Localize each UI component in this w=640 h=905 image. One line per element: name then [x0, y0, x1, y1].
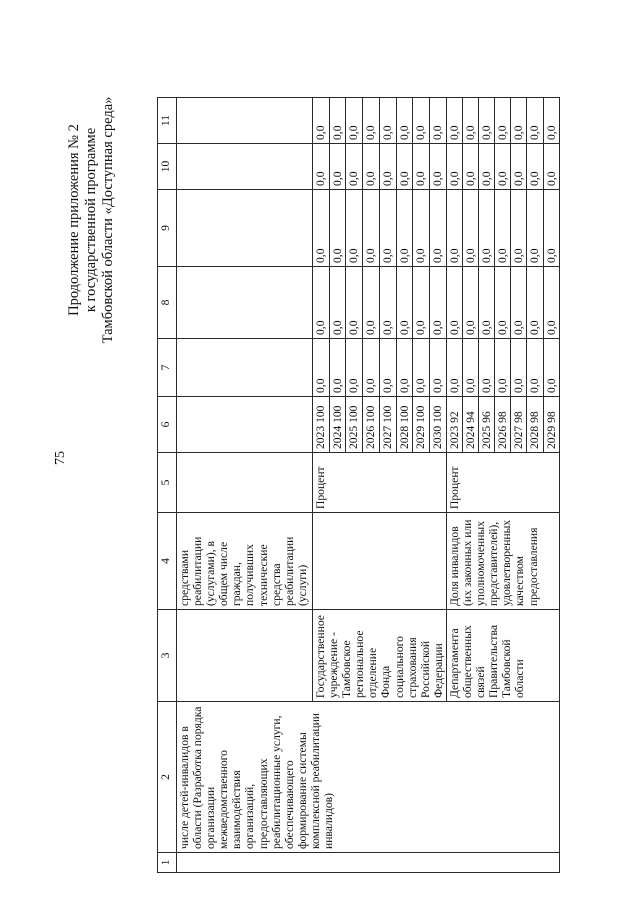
year: 2025	[347, 425, 361, 449]
column-number: 1	[158, 853, 177, 873]
value-cell: 0,0	[543, 144, 559, 190]
year: 2024	[464, 425, 478, 449]
value-cell: 0,0	[511, 267, 527, 339]
year: 2025	[480, 425, 494, 449]
target-value: 100	[314, 405, 327, 423]
blank-cell	[177, 98, 313, 144]
value-cell: 0,0	[379, 339, 396, 397]
year-target-cell	[463, 397, 479, 453]
column-number: 5	[158, 453, 177, 513]
indicator-cell	[313, 513, 447, 610]
value-cell: 0,0	[511, 98, 527, 144]
value-cell: 0,0	[363, 98, 380, 144]
target-value: 100	[364, 405, 378, 423]
value-cell: 0,0	[446, 98, 462, 144]
value-cell: 0,0	[396, 98, 413, 144]
appendix-heading	[66, 55, 117, 385]
value-cell: 0,0	[329, 267, 346, 339]
unit-cell: Процент	[446, 453, 559, 513]
year-target-cell	[446, 397, 462, 453]
value-cell: 0,0	[313, 190, 330, 267]
value-cell: 0,0	[396, 267, 413, 339]
year-target-cell	[396, 397, 413, 453]
value-cell: 0,0	[430, 144, 447, 190]
value-cell: 0,0	[413, 339, 430, 397]
year: 2028	[397, 425, 411, 449]
year: 2030	[431, 425, 445, 449]
value-cell: 0,0	[430, 98, 447, 144]
appendix-line-3: Тамбовской области «Доступная среда»	[100, 96, 116, 344]
year-target-cell	[413, 397, 430, 453]
target-value: 100	[431, 405, 445, 423]
value-cell: 0,0	[413, 267, 430, 339]
year-target-cell	[379, 397, 396, 453]
column-number: 6	[158, 397, 177, 453]
value-cell: 0,0	[543, 339, 559, 397]
target-value: 98	[512, 411, 526, 423]
target-value: 98	[544, 411, 558, 423]
continuation-row	[177, 98, 313, 873]
value-cell: 0,0	[396, 339, 413, 397]
value-cell: 0,0	[463, 98, 479, 144]
target-value: 94	[464, 411, 478, 423]
target-value: 92	[447, 411, 461, 423]
value-cell: 0,0	[346, 267, 363, 339]
value-cell: 0,0	[379, 267, 396, 339]
value-cell: 0,0	[463, 190, 479, 267]
value-cell: 0,0	[495, 144, 511, 190]
value-cell: 0,0	[313, 267, 330, 339]
value-cell: 0,0	[495, 267, 511, 339]
value-cell: 0,0	[346, 339, 363, 397]
page-number: 75	[53, 451, 68, 465]
value-cell: 0,0	[413, 190, 430, 267]
value-cell: 0,0	[396, 190, 413, 267]
value-cell: 0,0	[495, 339, 511, 397]
year-target-cell	[511, 397, 527, 453]
value-cell: 0,0	[379, 98, 396, 144]
value-cell: 0,0	[511, 339, 527, 397]
blank-cell	[177, 190, 313, 267]
year: 2027	[512, 425, 526, 449]
value-cell: 0,0	[363, 190, 380, 267]
indicator-cell: Доля инвалидов (их законных или уполномоченных представителей), удовлетворенных качеством предоставления	[446, 513, 559, 610]
value-cell: 0,0	[379, 190, 396, 267]
column-number-row	[158, 98, 177, 873]
value-cell: 0,0	[363, 144, 380, 190]
value-cell: 0,0	[495, 98, 511, 144]
continued-indicator: средствами реабилитации (услугами), в общем числе граждан, получивших технические средства реабилитации (услуги)	[177, 513, 313, 610]
column-number: 3	[158, 610, 177, 702]
blank-cell	[177, 397, 313, 453]
value-cell: 0,0	[430, 190, 447, 267]
year: 2026	[364, 425, 378, 449]
value-cell: 0,0	[479, 267, 495, 339]
year-target-cell	[346, 397, 363, 453]
value-cell: 0,0	[329, 339, 346, 397]
value-cell: 0,0	[527, 190, 543, 267]
value-cell: 0,0	[543, 190, 559, 267]
value-cell: 0,0	[396, 144, 413, 190]
year-target-cell	[543, 397, 559, 453]
value-cell: 0,0	[527, 339, 543, 397]
year-target-cell	[430, 397, 447, 453]
value-cell: 0,0	[313, 98, 330, 144]
blank-cell	[177, 339, 313, 397]
target-value: 98	[496, 411, 510, 423]
value-cell: 0,0	[511, 144, 527, 190]
value-cell: 0,0	[446, 339, 462, 397]
value-cell: 0,0	[511, 190, 527, 267]
year-target-cell	[479, 397, 495, 453]
value-cell: 0,0	[527, 267, 543, 339]
value-cell: 0,0	[329, 190, 346, 267]
year: 2027	[380, 425, 394, 449]
column-number: 7	[158, 339, 177, 397]
column-number: 4	[158, 513, 177, 610]
target-value: 100	[414, 405, 428, 423]
year: 2024	[330, 425, 344, 449]
value-cell: 0,0	[413, 144, 430, 190]
blank-cell	[177, 144, 313, 190]
value-cell: 0,0	[346, 144, 363, 190]
value-cell: 0,0	[346, 190, 363, 267]
measure-description: числе детей-инвалидов в области (Разработка порядка организации межведомственного взаимодействия организаций, предоставляющих реабилитационные услуги, обеспечивающего формирование системы комплексной реабилитации инвалидов)	[177, 702, 560, 853]
column-number: 2	[158, 702, 177, 853]
value-cell: 0,0	[446, 267, 462, 339]
value-cell: 0,0	[430, 267, 447, 339]
appendix-line-1: Продолжение приложения № 2	[66, 124, 82, 316]
value-cell: 0,0	[363, 267, 380, 339]
executor-cell: Департамента общественных связей Правительства Тамбовской области	[446, 610, 559, 702]
column-number: 8	[158, 267, 177, 339]
year: 2029	[414, 425, 428, 449]
year: 2023	[314, 425, 327, 449]
target-value: 100	[380, 405, 394, 423]
column-number: 10	[158, 144, 177, 190]
value-cell: 0,0	[346, 98, 363, 144]
value-cell: 0,0	[329, 144, 346, 190]
year-target-cell	[363, 397, 380, 453]
value-cell: 0,0	[463, 144, 479, 190]
year: 2029	[544, 425, 558, 449]
executor-cell: Государственное учреждение - Тамбовское региональное отделение Фонда социального страхования Российской Федерации	[313, 610, 447, 702]
year-target-cell	[495, 397, 511, 453]
continued-executor-cell	[177, 610, 313, 702]
value-cell: 0,0	[313, 144, 330, 190]
value-cell: 0,0	[479, 98, 495, 144]
value-cell: 0,0	[479, 339, 495, 397]
target-value: 96	[480, 411, 494, 423]
value-cell: 0,0	[543, 267, 559, 339]
value-cell: 0,0	[329, 98, 346, 144]
value-cell: 0,0	[379, 144, 396, 190]
value-cell: 0,0	[479, 190, 495, 267]
value-cell: 0,0	[527, 144, 543, 190]
year-target-cell	[527, 397, 543, 453]
blank-cell	[177, 453, 313, 513]
value-cell: 0,0	[543, 98, 559, 144]
target-value: 100	[397, 405, 411, 423]
target-value: 100	[330, 405, 344, 423]
value-cell: 0,0	[463, 339, 479, 397]
value-cell: 0,0	[527, 98, 543, 144]
value-cell: 0,0	[413, 98, 430, 144]
value-cell: 0,0	[446, 190, 462, 267]
year: 2023	[447, 425, 461, 449]
value-cell: 0,0	[313, 339, 330, 397]
row-number-cell	[177, 853, 560, 873]
value-cell: 0,0	[430, 339, 447, 397]
value-cell: 0,0	[463, 267, 479, 339]
appendix-line-2: к государственной программе	[83, 127, 99, 313]
target-value: 98	[528, 411, 542, 423]
year: 2028	[528, 425, 542, 449]
column-number: 11	[158, 98, 177, 144]
year: 2026	[496, 425, 510, 449]
value-cell: 0,0	[363, 339, 380, 397]
year-target-cell	[313, 397, 330, 453]
value-cell: 0,0	[479, 144, 495, 190]
value-cell: 0,0	[446, 144, 462, 190]
year-target-cell	[329, 397, 346, 453]
blank-cell	[177, 267, 313, 339]
value-cell: 0,0	[495, 190, 511, 267]
column-number: 9	[158, 190, 177, 267]
unit-cell: Процент	[313, 453, 447, 513]
target-value: 100	[347, 405, 361, 423]
indicators-table	[157, 97, 560, 873]
